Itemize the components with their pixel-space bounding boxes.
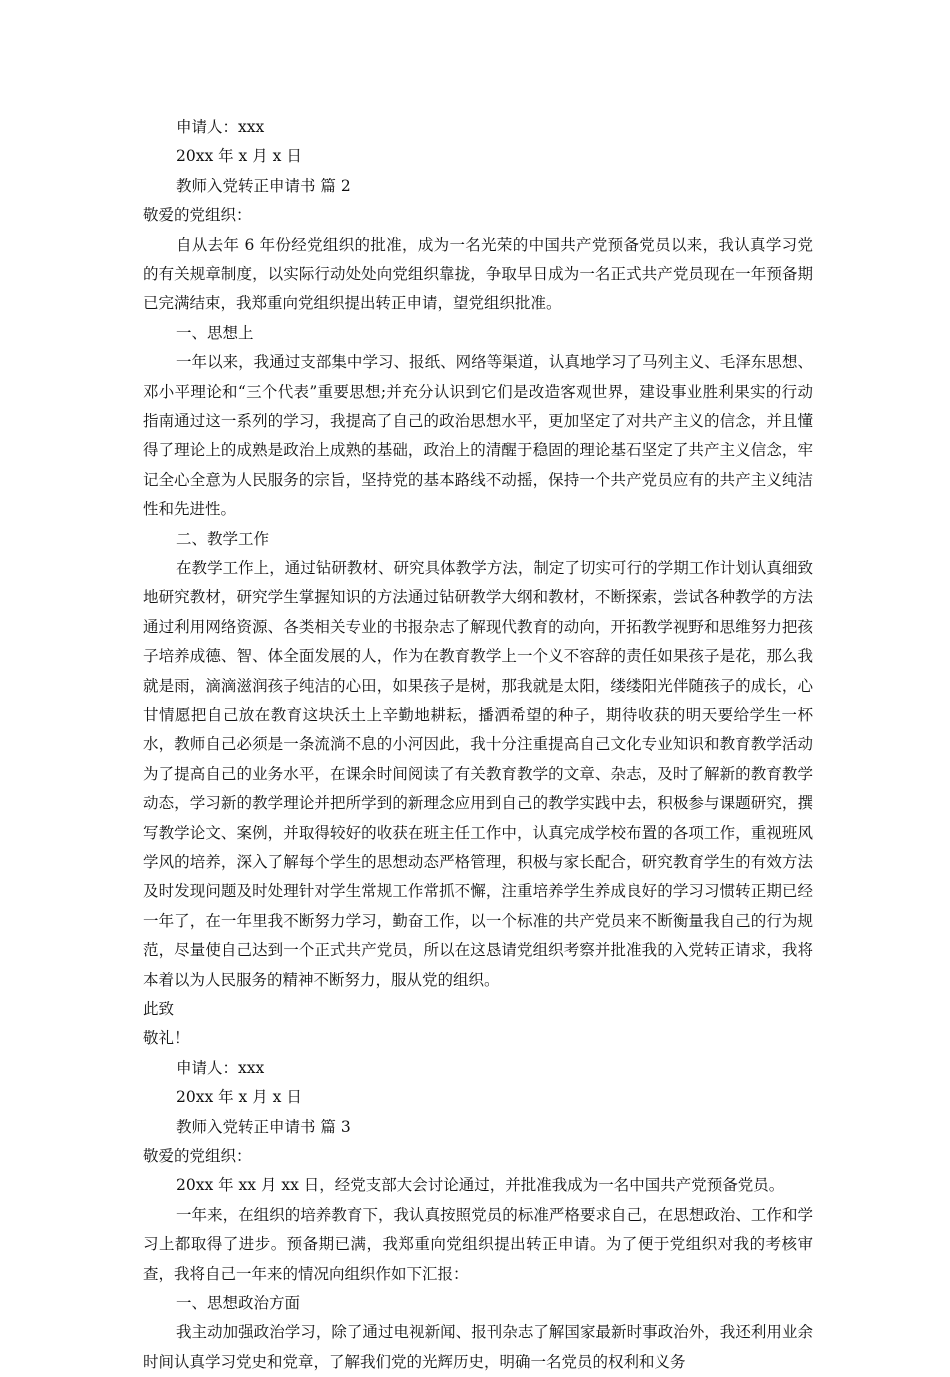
paragraph: 在教学工作上，通过钻研教材、研究具体教学方法，制定了切实可行的学期工作计划认真细致地研究教材，研究学生掌握知识的方法通过钻研教学大纲和教材，不断探索，尝试各种教学的方法通过利用网络资源、各类相关专业的书报杂志了解现代教育的动向，开拓教学视野和思维努力把孩子培养成德、智、体全面发展的人，作为在教育教学上一个义不容辞的责任如果孩子是花，那么我就是雨，滴滴滋润孩子纯洁的心田，如果孩子是树，那我就是太阳，缕缕阳光伴随孩子的成长，心甘情愿把自己放在教育这块沃土上辛勤地耕耘，播洒希望的种子，期待收获的明天要给学生一杯水，教师自己必须是一条流淌不息的小河因此，我十分注重提高自己文化专业知识和教育教学活动为了提高自己的业务水平，在课余时间阅读了有关教育教学的文章、杂志，及时了解新的教育教学动态，学习新的教学理论并把所学到的新理念应用到自己的教学实践中去，积极参与课题研究，撰写教学论文、案例，并取得较好的收获在班主任工作中，认真完成学校布置的各项工作，重视班风学风的培养，深入了解每个学生的思想动态严格管理，积极与家长配合，研究教育学生的有效方法及时发现问题及时处理针对学生常规工作常抓不懈，注重培养学生养成良好的学习习惯转正期已经一年了，在一年里我不断努力学习，勤奋工作，以一个标准的共产党员来不断衡量我自己的行为规范，尽量使自己达到一个正式共产党员，所以在这恳请党组织考察并批准我的入党转正请求，我将本着以为人民服务的精神不断努力，服从党的组织。: [143, 559, 813, 989]
paragraph: 一年来，在组织的培养教育下，我认真按照党员的标准严格要求自己，在思想政治、工作和学习上都取得了进步。预备期已满，我郑重向党组织提出转正申请。为了便于党组织对我的考核审查，我将自己一年来的情况向组织作如下汇报：: [143, 1205, 813, 1283]
document-page: [143, 113, 813, 1377]
greeting: 敬爱的党组织：: [143, 206, 252, 225]
greeting: 敬爱的党组织：: [143, 1147, 252, 1166]
paragraph: 20xx 年 xx 月 xx 日，经党支部大会讨论通过，并批准我成为一名中国共产党预备党员。: [176, 1176, 785, 1195]
paragraph: 我主动加强政治学习，除了通过电视新闻、报刊杂志了解国家最新时事政治外，我还利用业余时间认真学习党史和党章，了解我们党的光辉历史，明确一名党员的权利和义务: [143, 1323, 813, 1371]
paragraph: 一年以来，我通过支部集中学习、报纸、网络等渠道，认真地学习了马列主义、毛泽东思想、邓小平理论和“三个代表”重要思想;并充分认识到它们是改造客观世界，建设事业胜利果实的行动指南通过这一系列的学习，我提高了自己的政治思想水平，更加坚定了对共产主义的信念，并且懂得了理论上的成熟是政治上成熟的基础，政治上的清醒于稳固的理论基石坚定了共产主义信念，牢记全心全意为人民服务的宗旨，坚持党的基本路线不动摇，保持一个共产党员应有的共产主义纯洁性和先进性。: [143, 353, 813, 519]
applicant-line: 申请人：xxx: [176, 118, 265, 136]
closing-line: 此致: [143, 1000, 175, 1019]
date-line: 20xx 年 x 月 x 日: [176, 147, 302, 166]
letter-title: 教师入党转正申请书 篇 3: [176, 1117, 351, 1136]
applicant-line: 申请人：xxx: [176, 1058, 265, 1077]
letter-title: 教师入党转正申请书 篇 2: [176, 176, 351, 195]
section-heading: 二、教学工作: [176, 529, 270, 548]
section-heading: 一、思想政治方面: [176, 1294, 301, 1313]
closing-line: 敬礼！: [143, 1029, 190, 1048]
section-heading: 一、思想上: [176, 323, 254, 342]
paragraph: 自从去年 6 年份经党组织的批准，成为一名光荣的中国共产党预备党员以来，我认真学习党的有关规章制度，以实际行动处处向党组织靠拢，争取早日成为一名正式共产党员现在一年预备期已完满结束，我郑重向党组织提出转正申请，望党组织批准。: [143, 235, 813, 313]
date-line: 20xx 年 x 月 x 日: [176, 1088, 302, 1107]
